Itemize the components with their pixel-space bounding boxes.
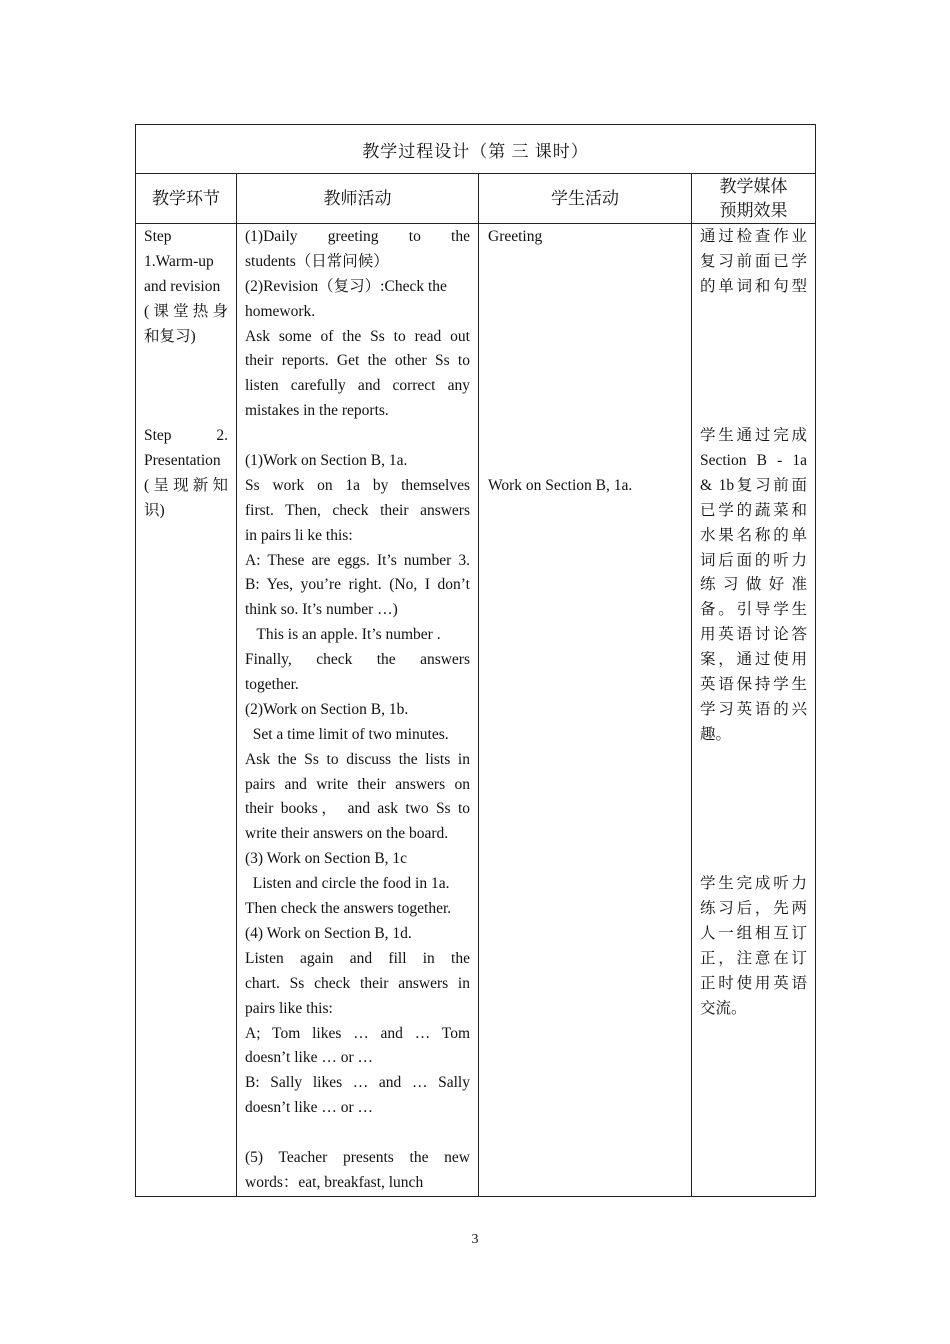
step2-line: (呈现新知 [144, 476, 228, 494]
teacher-activity-line: together. [245, 676, 299, 694]
teacher-activity-line: words：eat, breakfast, lunch [245, 1173, 424, 1191]
effect-line: 用英语讨论答 [700, 626, 807, 644]
effect-line: 学生完成听力 [700, 875, 807, 893]
teacher-activity-column [237, 224, 479, 1197]
teacher-activity-line: (1)Work on Section B, 1a. [245, 452, 408, 470]
teacher-activity-line [245, 1121, 470, 1146]
teacher-activity-line: A: These are eggs. It’s number 3. [245, 551, 470, 569]
teacher-activity-line: write their answers on the board. [245, 825, 449, 843]
teacher-activity-line: (1)Daily greeting to the [245, 228, 470, 245]
student-activity-column [479, 224, 692, 1197]
effect-line: 已学的蔬菜和 [700, 501, 807, 519]
effect-line: 正时使用英语 [700, 974, 807, 992]
header-media-line1: 教学媒体 [719, 176, 788, 196]
teacher-activity-line: listen carefully and correct any [245, 377, 470, 395]
table-title: 教学过程设计（第 三 课时） [136, 125, 816, 174]
step1-line: and revision [144, 277, 221, 295]
step1-line: Step [144, 228, 172, 245]
teacher-activity-line: (2)Work on Section B, 1b. [245, 700, 409, 718]
effect-line: Section B - 1a [700, 452, 807, 470]
media-effect-column [692, 224, 816, 1197]
teacher-activity-line: pairs and write their answers on [245, 775, 470, 793]
teacher-activity-line: chart. Ss check their answers in [245, 974, 470, 992]
effect-line: 学习英语的兴 [700, 700, 807, 718]
step1-line: (课堂热身 [144, 302, 228, 320]
effect-line: 备。引导学生 [700, 601, 807, 619]
effect-line: 水果名称的单 [700, 526, 807, 544]
effect-line: 英语保持学生 [700, 676, 807, 694]
teacher-activity-line: Finally, check the answers [245, 651, 470, 669]
media-effect-1 [700, 225, 807, 300]
teacher-activity-line: their reports. Get the other Ss to [245, 352, 470, 370]
effect-line: 正，注意在订 [700, 949, 807, 967]
effect-line: 练习后，先两 [700, 900, 807, 918]
step2-line: 识) [144, 501, 165, 519]
teacher-activity-line: (5) Teacher presents the new [245, 1148, 470, 1166]
teacher-activity-line: B: Yes, you’re right. (No, I don’t [245, 576, 470, 594]
header-media-line2: 预期效果 [719, 200, 788, 220]
effect-line: 通过检查作业 [700, 228, 807, 245]
teacher-activity-line: mistakes in the reports. [245, 402, 389, 420]
teacher-activity-line: doesn’t like … or … [245, 1099, 374, 1117]
teacher-activity-line: in pairs li ke this: [245, 526, 353, 544]
teacher-activity-line: A; Tom likes … and … Tom [245, 1024, 470, 1042]
teacher-activity-text [245, 225, 470, 1196]
student-work-1a: Work on Section B, 1a. [488, 476, 633, 494]
step2-line: Presentation [144, 452, 221, 470]
effect-line: 人一组相互订 [700, 924, 807, 942]
header-media-effect [692, 174, 816, 224]
teacher-activity-line: Then check the answers together. [245, 900, 452, 918]
teacher-activity-line: think so. It’s number …) [245, 601, 398, 619]
effect-line: 练习做好准 [700, 576, 807, 594]
student-greeting: Greeting [488, 228, 543, 245]
teacher-activity-line: Set a time limit of two minutes. [245, 725, 449, 743]
teacher-activity-line: Ask the Ss to discuss the lists in [245, 750, 470, 768]
effect-line: 的单词和句型 [700, 277, 807, 295]
teacher-activity-line: their books， and ask two Ss to [245, 800, 470, 818]
effect-line: 案，通过使用 [700, 651, 807, 669]
teacher-activity-line: Listen and circle the food in 1a. [245, 875, 450, 893]
effect-line: 趣。 [700, 725, 732, 743]
stage-column [136, 224, 237, 1197]
step1-line: 和复习) [144, 327, 196, 345]
teacher-activity-line: doesn’t like … or … [245, 1049, 374, 1067]
page-number: 3 [471, 1232, 479, 1247]
teacher-activity-line: pairs like this: [245, 999, 333, 1017]
effect-line: 复习前面已学 [700, 252, 807, 270]
step1-block [144, 225, 228, 349]
teacher-activity-line: Ss work on 1a by themselves [245, 476, 470, 494]
teacher-activity-line [245, 424, 470, 449]
teacher-activity-line: This is an apple. It’s number . [245, 626, 441, 644]
step1-line: 1.Warm-up [144, 252, 214, 270]
header-student-activity: 学生活动 [479, 174, 692, 224]
effect-line: & 1b复习前面 [700, 476, 807, 494]
teacher-activity-line: (3) Work on Section B, 1c [245, 850, 408, 868]
teacher-activity-line: first. Then, check their answers [245, 501, 470, 519]
teacher-activity-line: students（日常问候） [245, 252, 389, 270]
teacher-activity-line: (2)Revision（复习）:Check the [245, 277, 447, 295]
teacher-activity-line: homework. [245, 302, 316, 320]
step2-block [144, 424, 228, 524]
header-teaching-stage: 教学环节 [136, 174, 237, 224]
teacher-activity-line: Listen again and fill in the [245, 949, 470, 967]
effect-line: 词后面的听力 [700, 551, 807, 569]
media-effect-3 [700, 872, 807, 1021]
teacher-activity-line: Ask some of the Ss to read out [245, 327, 470, 345]
effect-line: 学生通过完成 [700, 427, 807, 445]
teacher-activity-line: B: Sally likes … and … Sally [245, 1074, 470, 1092]
step2-line: Step 2. [144, 427, 228, 445]
media-effect-2 [700, 424, 807, 748]
header-teacher-activity: 教师活动 [237, 174, 479, 224]
lesson-plan-table [135, 124, 816, 1197]
teacher-activity-line: (4) Work on Section B, 1d. [245, 924, 412, 942]
effect-line: 交流。 [700, 999, 747, 1017]
